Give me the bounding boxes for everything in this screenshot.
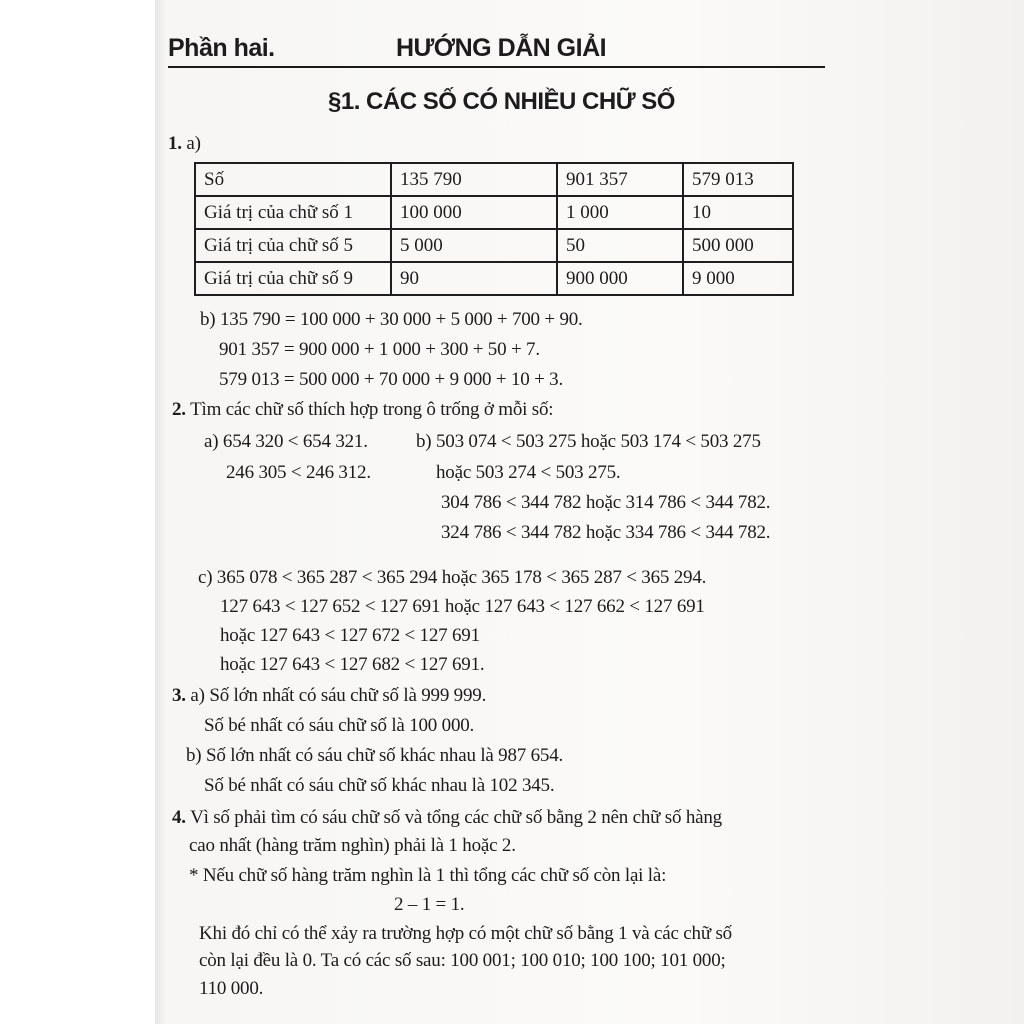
text-line: hoặc 503 274 < 503 275. (436, 462, 621, 483)
part-label: Phần hai. (168, 34, 275, 62)
table-row (195, 163, 793, 196)
text-line: a) 654 320 < 654 321. (204, 431, 368, 452)
text-line: a) Số lớn nhất có sáu chữ số là 999 999. (190, 685, 487, 706)
text-line: 246 305 < 246 312. (226, 462, 371, 483)
table-cell: 579 013 (683, 163, 793, 196)
table-cell: Giá trị của chữ số 5 (195, 229, 391, 262)
text-line: 324 786 < 344 782 hoặc 334 786 < 344 782. (441, 522, 771, 543)
text-line: cao nhất (hàng trăm nghìn) phải là 1 hoặc 2. (189, 835, 516, 856)
text-line: hoặc 127 643 < 127 672 < 127 691 (220, 625, 480, 646)
table-cell: 9 000 (683, 262, 793, 295)
table-cell: 10 (683, 196, 793, 229)
table-row (195, 229, 793, 262)
table-cell: 1 000 (557, 196, 683, 229)
exercise-2-intro (172, 399, 553, 421)
exercise-number: 1. (168, 133, 182, 154)
text-line: * Nếu chữ số hàng trăm nghìn là 1 thì tổng các chữ số còn lại là: (189, 865, 667, 886)
text-line: 901 357 = 900 000 + 1 000 + 300 + 50 + 7. (219, 339, 540, 360)
text-line: Vì số phải tìm có sáu chữ số và tổng các chữ số bằng 2 nên chữ số hàng (190, 807, 722, 828)
table-cell: 5 000 (391, 229, 557, 262)
text-line: hoặc 127 643 < 127 682 < 127 691. (220, 654, 485, 675)
text-line: 127 643 < 127 652 < 127 691 hoặc 127 643 < 127 662 < 127 691 (220, 596, 705, 617)
page-heading: HƯỚNG DẪN GIẢI (396, 34, 607, 62)
table-cell: 50 (557, 229, 683, 262)
table-cell: 500 000 (683, 229, 793, 262)
text-line: Khi đó chỉ có thể xảy ra trường hợp có một chữ số bằng 1 và các chữ số (199, 923, 732, 944)
header-rule (168, 66, 825, 68)
text-line: Tìm các chữ số thích hợp trong ô trống ở mỗi số: (190, 399, 554, 420)
table-cell: Số (195, 163, 391, 196)
text-line: còn lại đều là 0. Ta có các số sau: 100 001; 100 010; 100 100; 101 000; (199, 950, 726, 971)
equation-line: 2 – 1 = 1. (394, 894, 465, 915)
table-cell: Giá trị của chữ số 1 (195, 196, 391, 229)
table-cell: 900 000 (557, 262, 683, 295)
table-cell: 135 790 (391, 163, 557, 196)
text-line: c) 365 078 < 365 287 < 365 294 hoặc 365 178 < 365 287 < 365 294. (198, 567, 707, 588)
exercise-number: 4. (172, 807, 186, 828)
text-line: 579 013 = 500 000 + 70 000 + 9 000 + 10 + 3. (219, 369, 564, 390)
table-cell: 100 000 (391, 196, 557, 229)
exercise-1-label (168, 133, 201, 155)
table-cell: 901 357 (557, 163, 683, 196)
part-label: a) (186, 133, 201, 154)
table-row (195, 262, 793, 295)
digit-value-table (194, 162, 794, 296)
table-cell: 90 (391, 262, 557, 295)
exercise-3-line (172, 685, 486, 707)
text-line: 110 000. (199, 978, 264, 999)
text-line: b) 503 074 < 503 275 hoặc 503 174 < 503 275 (416, 431, 761, 452)
text-line: Số bé nhất có sáu chữ số khác nhau là 102 345. (204, 775, 555, 796)
text-line: b) 135 790 = 100 000 + 30 000 + 5 000 + 700 + 90. (200, 309, 583, 330)
text-line: Số bé nhất có sáu chữ số là 100 000. (204, 715, 475, 736)
exercise-4-line (172, 807, 722, 829)
exercise-number: 3. (172, 685, 186, 706)
text-line: 304 786 < 344 782 hoặc 314 786 < 344 782. (441, 492, 771, 513)
section-title: §1. CÁC SỐ CÓ NHIỀU CHỮ SỐ (328, 88, 675, 115)
table-cell: Giá trị của chữ số 9 (195, 262, 391, 295)
exercise-number: 2. (172, 399, 186, 420)
text-line: b) Số lớn nhất có sáu chữ số khác nhau là 987 654. (186, 745, 564, 766)
table-row (195, 196, 793, 229)
